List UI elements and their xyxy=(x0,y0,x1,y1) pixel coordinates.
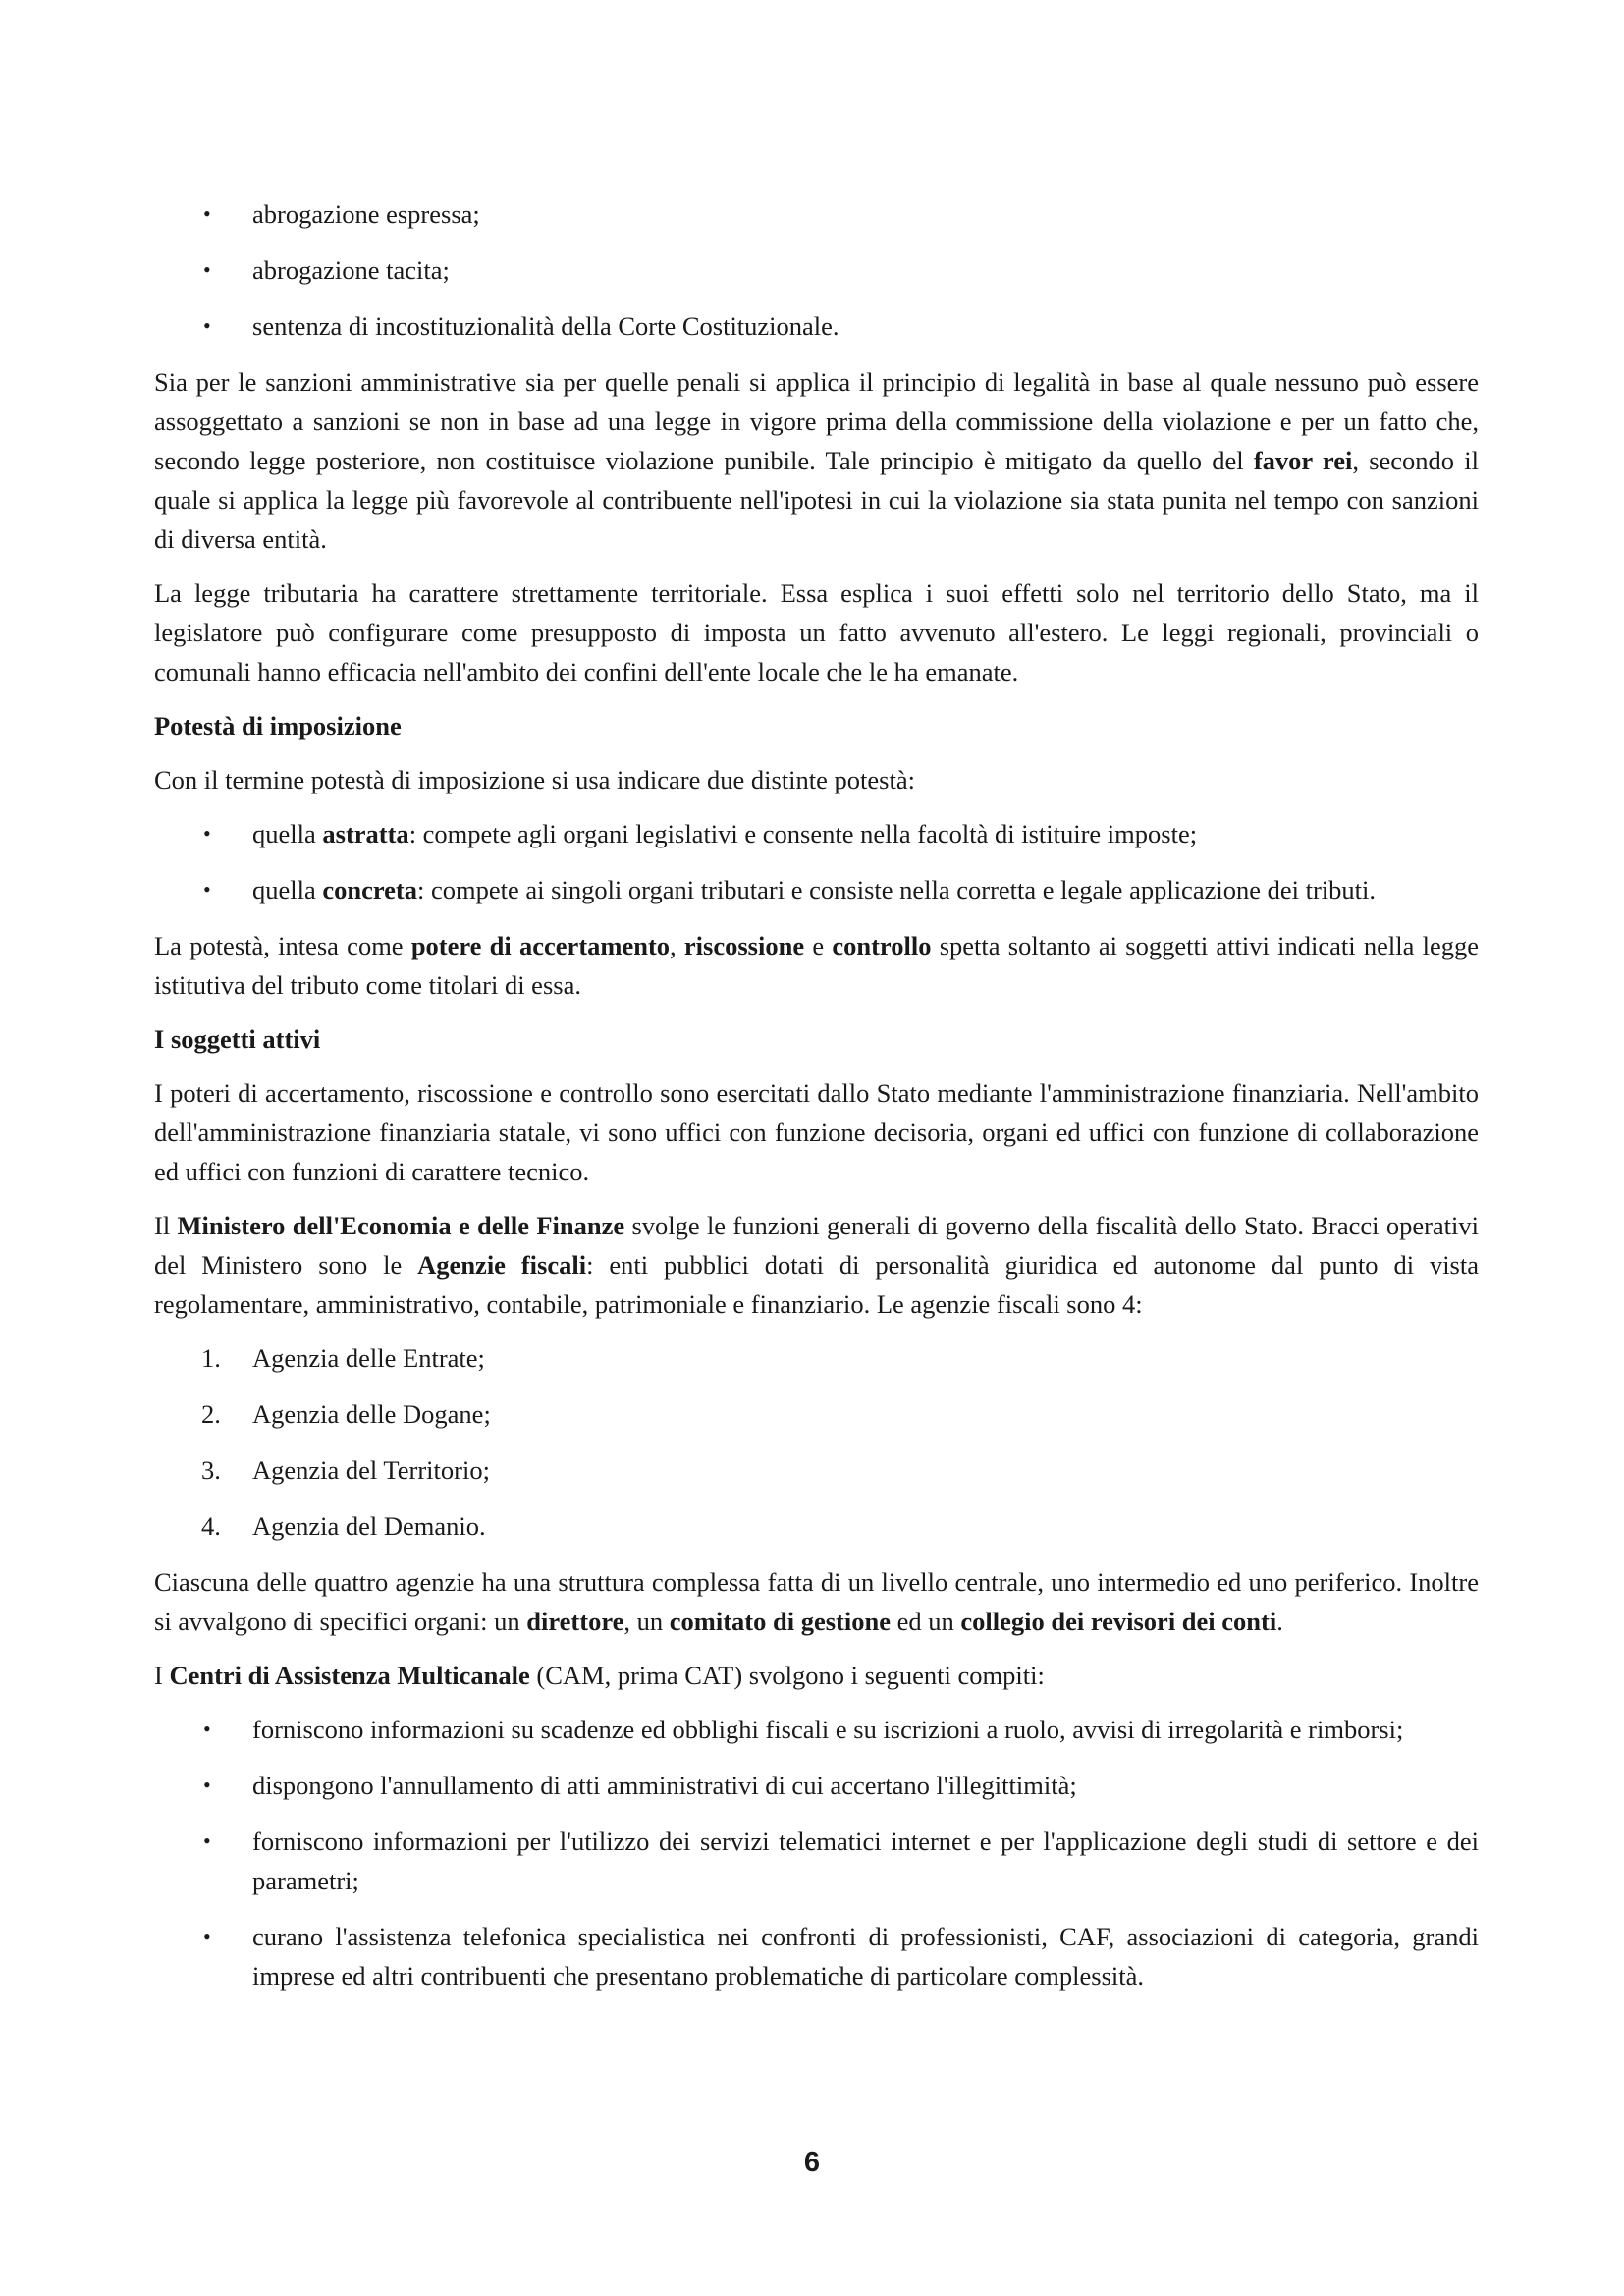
text-run: ed un xyxy=(890,1607,961,1636)
list-item xyxy=(154,306,1479,346)
list-item-text: Agenzia delle Dogane; xyxy=(252,1399,491,1429)
section-heading-soggetti: I soggetti attivi xyxy=(154,1024,321,1054)
text-run: , xyxy=(670,931,684,960)
list-item-text: abrogazione tacita; xyxy=(252,255,450,285)
text-run: , un xyxy=(623,1607,670,1636)
bold-term: direttore xyxy=(526,1607,624,1636)
list-item-text: dispongono l'annullamento di atti amministrativi di cui accertano l'illegittimità; xyxy=(252,1771,1077,1800)
paragraph-struttura xyxy=(154,1562,1479,1641)
list-item xyxy=(154,870,1479,909)
text-run: : enti pubblici dotati di personalità giuridica ed autonome dal punto di vista regolamentare, amministrativo, contabile, patrimoniale e finanziario. Le agenzie fiscali sono 4: xyxy=(154,1250,1479,1319)
list-item xyxy=(154,194,1479,234)
list-item xyxy=(154,1506,1479,1546)
bold-term-favor-rei: favor rei xyxy=(1253,446,1353,475)
text-run: svolge le funzioni generali di governo della fiscalità dello Stato. Bracci operativi del Ministero sono le xyxy=(154,1211,1480,1280)
bold-term: Ministero dell'Economia e delle Finanze xyxy=(177,1211,625,1240)
text-run: . xyxy=(1276,1607,1283,1636)
bullet-icon: • xyxy=(203,201,211,226)
bullet-icon: • xyxy=(203,877,211,902)
text-run: e xyxy=(804,931,833,960)
bold-term: riscossione xyxy=(683,931,805,960)
bold-term: potere di accertamento xyxy=(410,931,671,960)
bold-term: astratta xyxy=(322,819,409,848)
bullet-icon: • xyxy=(203,1829,211,1853)
bold-term: collegio dei revisori dei conti xyxy=(960,1607,1277,1636)
paragraph-territoriale: La legge tributaria ha carattere strettamente territoriale. Essa esplica i suoi effetti solo nel territorio dello Stato, ma il legislatore può configurare come presupposto di imposta un fatto avvenuto all'estero. Le leggi regionali, provinciali o comunali hanno efficacia nell'ambito dei confini dell'ente locale che le ha emanate. xyxy=(154,578,1479,686)
bullet-icon: • xyxy=(203,257,211,282)
text-run: Sia per le sanzioni amministrative sia per quelle penali si applica il principio di legalità in base al quale nessuno può essere assoggettato a sanzioni se non in base ad una legge in vigore prima della commissione della violazione e per un fatto che, secondo legge posteriore, non costituisce violazione punibile. Tale principio è mitigato da quello del xyxy=(154,367,1479,475)
text-run: : compete agli organi legislativi e consente nella facoltà di istituire imposte; xyxy=(408,819,1198,848)
paragraph-legalita xyxy=(154,362,1479,559)
text-run: I xyxy=(154,1661,170,1690)
list-item-text: curano l'assistenza telefonica specialistica nei confronti di professionisti, CAF, associazioni di categoria, grandi imprese ed altri contribuenti che presentano problematiche di particolare complessità. xyxy=(252,1922,1479,1991)
list-number: 4. xyxy=(201,1511,221,1541)
text-run: La potestà, intesa come xyxy=(154,931,411,960)
numbered-list-agenzie xyxy=(154,1339,1479,1546)
bullet-list-potesta xyxy=(154,814,1479,909)
list-item xyxy=(154,1710,1479,1749)
text-run: spetta soltanto ai soggetti attivi indicati nella legge istitutiva del tributo come titolari di essa. xyxy=(154,931,1479,1000)
list-item xyxy=(154,1917,1479,1995)
list-item-text: Agenzia del Territorio; xyxy=(252,1455,490,1485)
bullet-list-cam xyxy=(154,1710,1479,1995)
list-number: 3. xyxy=(201,1455,221,1485)
paragraph-poteri: I poteri di accertamento, riscossione e controllo sono esercitati dallo Stato mediante l'amministrazione finanziaria. Nell'ambito dell'amministrazione finanziaria statale, vi sono uffici con funzione decisoria, organi ed uffici con funzione di collaborazione ed uffici con funzioni di carattere tecnico. xyxy=(154,1078,1479,1186)
bullet-icon: • xyxy=(203,1924,211,1948)
bold-term: Agenzie fiscali xyxy=(417,1250,587,1280)
text-run: (CAM, prima CAT) svolgono i seguenti compiti: xyxy=(529,1661,1045,1690)
text-run: quella xyxy=(252,875,323,904)
list-item xyxy=(154,1394,1479,1434)
paragraph-termine: Con il termine potestà di imposizione si usa indicare due distinte potestà: xyxy=(154,765,915,794)
list-item xyxy=(154,1450,1479,1490)
list-item-text: abrogazione espressa; xyxy=(252,199,480,229)
list-item-text: Agenzia delle Entrate; xyxy=(252,1343,485,1373)
list-item xyxy=(154,1339,1479,1378)
list-number: 2. xyxy=(201,1399,221,1429)
bullet-icon: • xyxy=(203,1773,211,1797)
text-run: : compete ai singoli organi tributari e consiste nella corretta e legale applicazione dei tributi. xyxy=(417,875,1376,904)
text-run: Il xyxy=(154,1211,178,1240)
list-item xyxy=(154,1766,1479,1805)
bullet-icon: • xyxy=(203,821,211,846)
paragraph-ministero xyxy=(154,1206,1479,1324)
paragraph-cam xyxy=(154,1656,1479,1695)
text-run: , secondo il quale si applica la legge più favorevole al contribuente nell'ipotesi in cui la violazione sia stata punita nel tempo con sanzioni di diversa entità. xyxy=(154,446,1480,554)
list-item-text: forniscono informazioni per l'utilizzo dei servizi telematici internet e per l'applicazione degli studi di settore e dei parametri; xyxy=(252,1827,1479,1895)
section-heading-potesta: Potestà di imposizione xyxy=(154,711,402,740)
text-run: quella xyxy=(252,819,323,848)
list-item xyxy=(154,1822,1479,1900)
bullet-icon: • xyxy=(203,313,211,338)
page-body xyxy=(154,194,1479,2012)
list-item xyxy=(154,814,1479,853)
bullet-list-removal xyxy=(154,194,1479,346)
bold-term: controllo xyxy=(832,931,932,960)
bold-term: Centri di Assistenza Multicanale xyxy=(169,1661,530,1690)
bold-term: concreta xyxy=(322,875,418,904)
bullet-icon: • xyxy=(203,1717,211,1741)
bold-term: comitato di gestione xyxy=(669,1607,891,1636)
page-number: 6 xyxy=(803,2147,821,2178)
list-item-text: Agenzia del Demanio. xyxy=(252,1511,486,1541)
paragraph-potesta xyxy=(154,926,1479,1005)
list-item-text: forniscono informazioni su scadenze ed obblighi fiscali e su iscrizioni a ruolo, avvisi di irregolarità e rimborsi; xyxy=(252,1715,1404,1744)
list-item-text: sentenza di incostituzionalità della Corte Costituzionale. xyxy=(252,311,839,341)
list-number: 1. xyxy=(201,1343,221,1373)
list-item xyxy=(154,250,1479,290)
text-run: Ciascuna delle quattro agenzie ha una struttura complessa fatta di un livello centrale, uno intermedio ed uno periferico. Inoltre si avvalgono di specifici organi: un xyxy=(154,1567,1479,1636)
